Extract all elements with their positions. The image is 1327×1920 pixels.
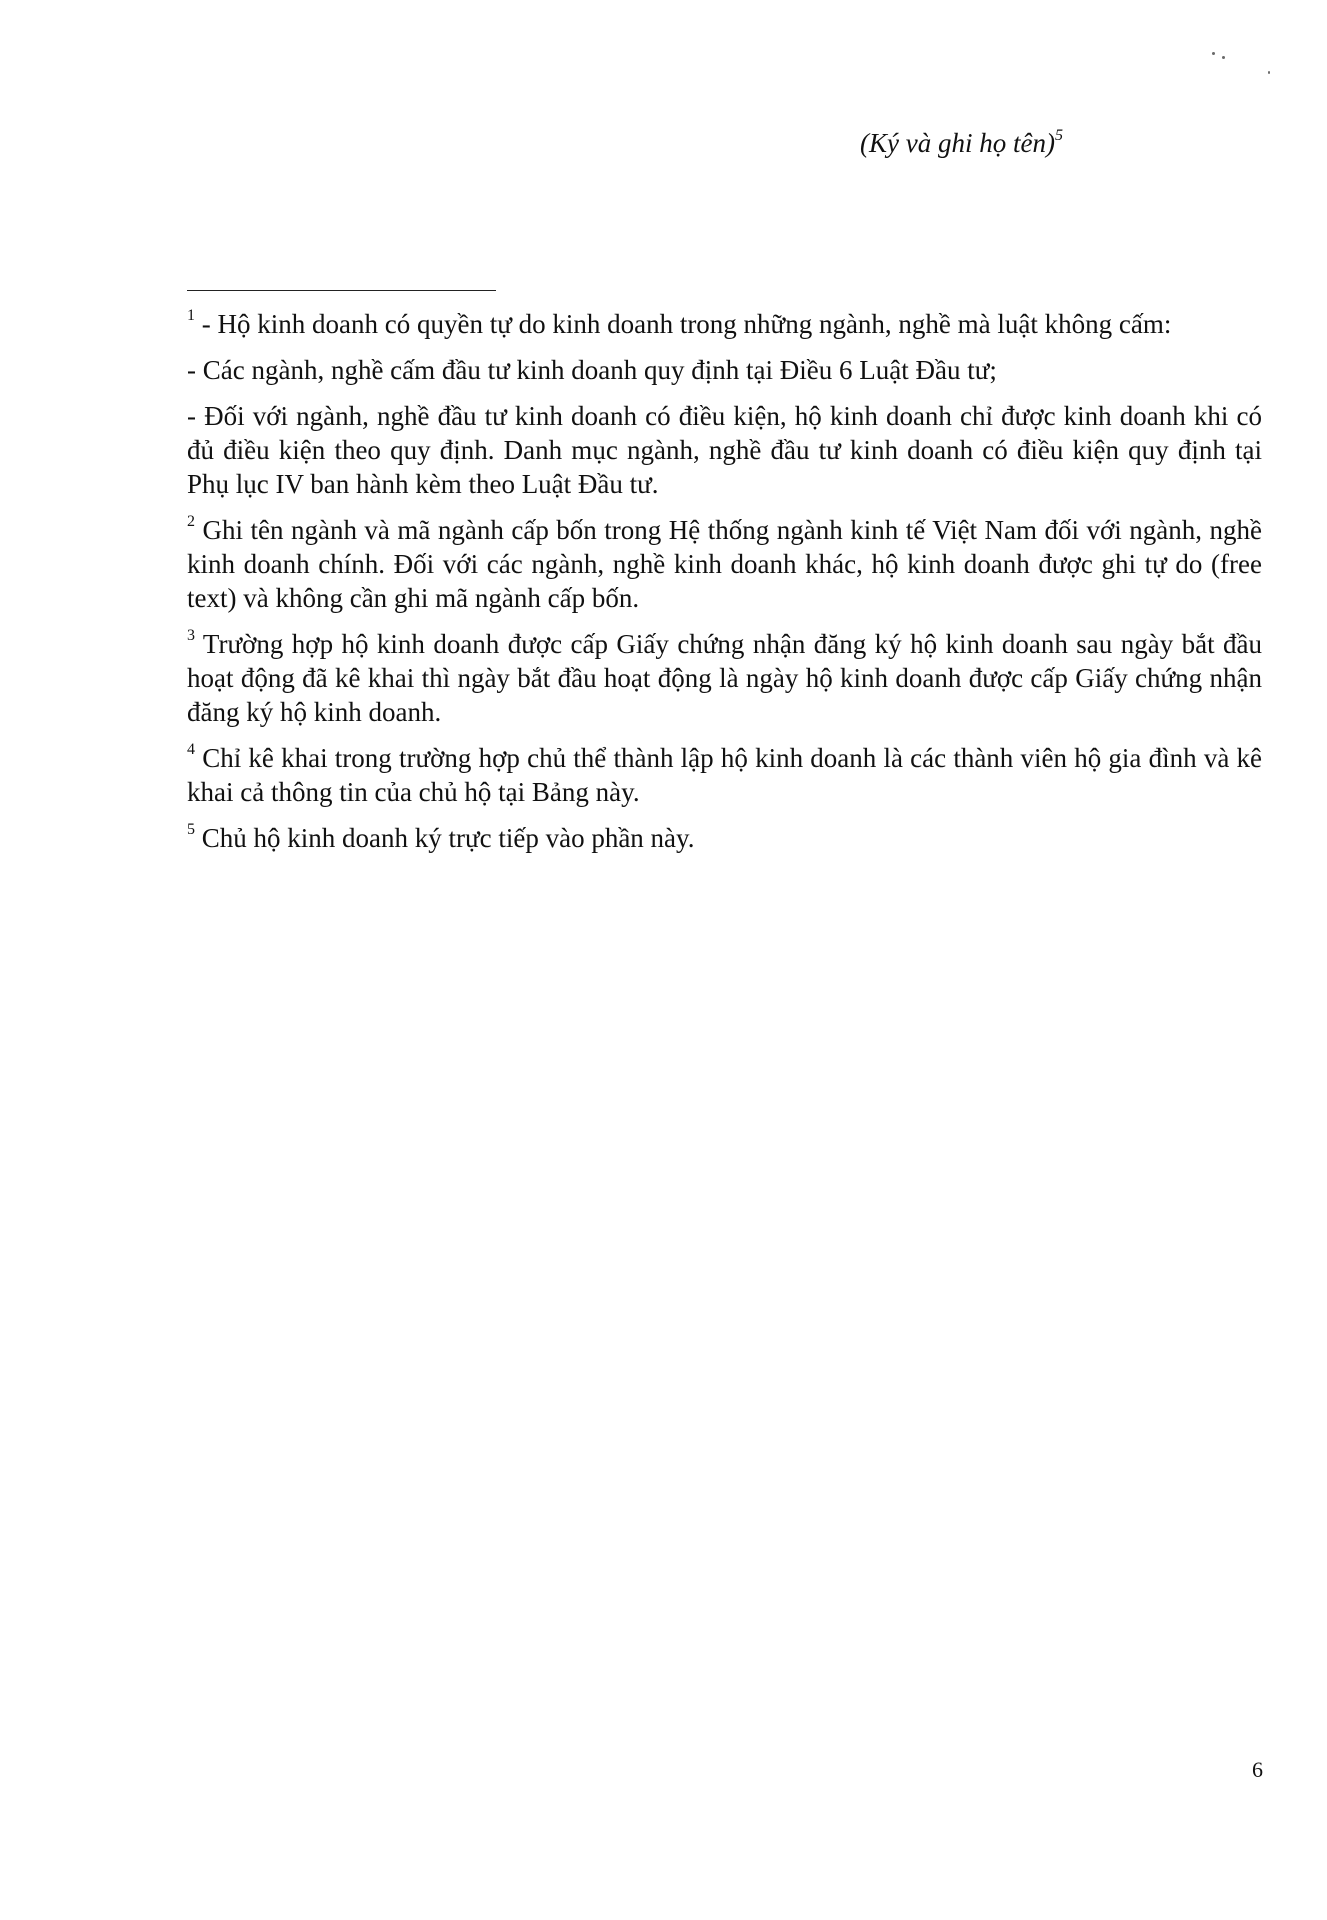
- footnote-text: Ghi tên ngành và mã ngành cấp bốn trong Hệ thống ngành kinh tế Việt Nam đối với ngành, nghề kinh doanh chính. Đối với các ngành, nghề kinh doanh khác, hộ kinh doanh được ghi tự do (free text) và không cần ghi mã ngành cấp bốn.: [187, 515, 1262, 613]
- footnote-text: - Hộ kinh doanh có quyền tự do kinh doanh trong những ngành, nghề mà luật không cấm:: [195, 309, 1172, 339]
- scan-speck: [1222, 56, 1225, 59]
- footnote-ref: 5: [187, 821, 195, 838]
- footnote-3: [187, 627, 1262, 729]
- footnote-text: - Các ngành, nghề cấm đầu tư kinh doanh quy định tại Điều 6 Luật Đầu tư;: [187, 355, 997, 385]
- footnote-2: [187, 513, 1262, 615]
- footnote-ref: 4: [187, 741, 195, 758]
- signature-label: (Ký và ghi họ tên): [860, 128, 1055, 158]
- footnotes: [187, 307, 1262, 867]
- footnote-text: Trường hợp hộ kinh doanh được cấp Giấy chứng nhận đăng ký hộ kinh doanh sau ngày bắt đầu hoạt động đã kê khai thì ngày bắt đầu hoạt động là ngày hộ kinh doanh được cấp Giấy chứng nhận đăng ký hộ kinh doanh.: [187, 629, 1262, 727]
- footnote-ref: 2: [187, 513, 195, 530]
- footnote-text: Chủ hộ kinh doanh ký trực tiếp vào phần này.: [195, 823, 695, 853]
- footnote-ref: 3: [187, 627, 195, 644]
- footnote-ref: 1: [187, 307, 195, 324]
- footnote-5: [187, 821, 1262, 855]
- scan-speck: [1212, 52, 1215, 55]
- footnote-1-item-conditional: [187, 399, 1262, 501]
- footnote-separator: [187, 290, 496, 291]
- signature-note-ref: 5: [1054, 127, 1063, 144]
- footnote-1-item-prohibited: [187, 353, 1262, 387]
- footnote-text: - Đối với ngành, nghề đầu tư kinh doanh có điều kiện, hộ kinh doanh chỉ được kinh doanh khi có đủ điều kiện theo quy định. Danh mục ngành, nghề đầu tư kinh doanh có điều kiện quy định tại Phụ lục IV ban hành kèm theo Luật Đầu tư.: [187, 401, 1262, 499]
- footnote-text: Chỉ kê khai trong trường hợp chủ thể thành lập hộ kinh doanh là các thành viên hộ gia đình và kê khai cả thông tin của chủ hộ tại Bảng này.: [187, 743, 1262, 807]
- footnote-4: [187, 741, 1262, 809]
- page-number: 6: [1252, 1757, 1263, 1782]
- signature-instruction: [860, 128, 1220, 159]
- footnote-1: [187, 307, 1262, 341]
- scan-speck: [1268, 71, 1270, 74]
